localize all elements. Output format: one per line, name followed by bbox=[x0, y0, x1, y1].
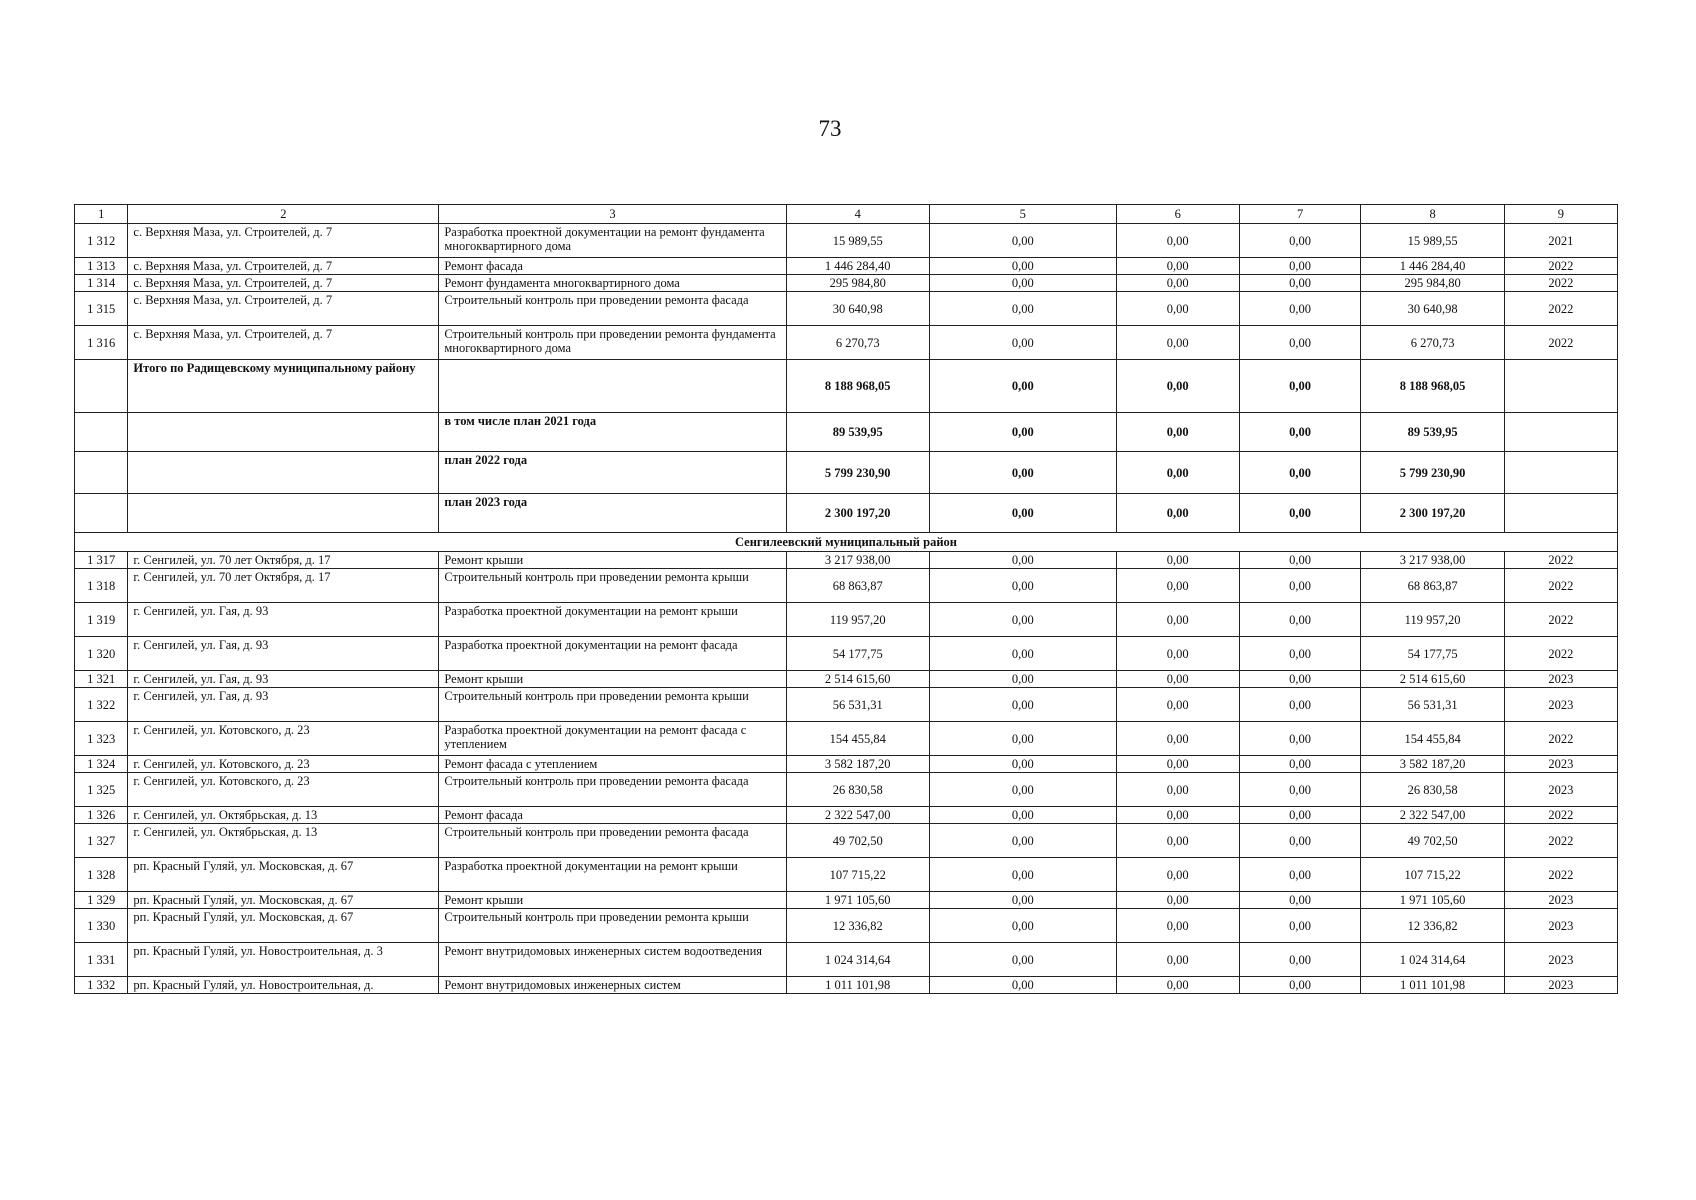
total-amount: 89 539,95 bbox=[1361, 413, 1504, 452]
column-header: 2 bbox=[128, 205, 439, 224]
amount-cell: 3 217 938,00 bbox=[786, 552, 929, 569]
address-cell: г. Сенгилей, ул. 70 лет Октября, д. 17 bbox=[128, 569, 439, 603]
year-cell: 2023 bbox=[1504, 892, 1617, 909]
amount-cell: 2 322 547,00 bbox=[1361, 807, 1504, 824]
work-type-cell: Разработка проектной документации на ремонт крыши bbox=[439, 603, 786, 637]
row-number: 1 328 bbox=[75, 858, 128, 892]
row-number: 1 329 bbox=[75, 892, 128, 909]
table-row bbox=[75, 637, 1618, 671]
amount-cell: 0,00 bbox=[1239, 892, 1361, 909]
amount-cell: 30 640,98 bbox=[786, 292, 929, 326]
amount-cell: 12 336,82 bbox=[786, 909, 929, 943]
year-cell: 2022 bbox=[1504, 326, 1617, 360]
amount-cell: 30 640,98 bbox=[1361, 292, 1504, 326]
total-amount: 0,00 bbox=[1116, 452, 1239, 494]
total-label bbox=[128, 452, 439, 494]
total-amount: 0,00 bbox=[929, 413, 1116, 452]
amount-cell: 0,00 bbox=[1116, 569, 1239, 603]
amount-cell: 0,00 bbox=[929, 943, 1116, 977]
row-number: 1 326 bbox=[75, 807, 128, 824]
amount-cell: 0,00 bbox=[929, 569, 1116, 603]
address-cell: г. Сенгилей, ул. 70 лет Октября, д. 17 bbox=[128, 552, 439, 569]
amount-cell: 107 715,22 bbox=[1361, 858, 1504, 892]
amount-cell: 1 011 101,98 bbox=[1361, 977, 1504, 994]
empty-cell bbox=[75, 452, 128, 494]
year-cell: 2023 bbox=[1504, 977, 1617, 994]
amount-cell: 295 984,80 bbox=[1361, 275, 1504, 292]
amount-cell: 0,00 bbox=[929, 892, 1116, 909]
amount-cell: 0,00 bbox=[929, 671, 1116, 688]
table-row bbox=[75, 292, 1618, 326]
amount-cell: 6 270,73 bbox=[786, 326, 929, 360]
work-type-cell: Ремонт крыши bbox=[439, 671, 786, 688]
address-cell: г. Сенгилей, ул. Гая, д. 93 bbox=[128, 671, 439, 688]
address-cell: с. Верхняя Маза, ул. Строителей, д. 7 bbox=[128, 292, 439, 326]
table-row bbox=[75, 858, 1618, 892]
amount-cell: 0,00 bbox=[1116, 275, 1239, 292]
amount-cell: 0,00 bbox=[1239, 756, 1361, 773]
address-cell: г. Сенгилей, ул. Гая, д. 93 bbox=[128, 688, 439, 722]
amount-cell: 1 971 105,60 bbox=[786, 892, 929, 909]
amount-cell: 0,00 bbox=[929, 637, 1116, 671]
address-cell: с. Верхняя Маза, ул. Строителей, д. 7 bbox=[128, 224, 439, 258]
empty-cell bbox=[75, 413, 128, 452]
row-number: 1 316 bbox=[75, 326, 128, 360]
capital-repair-table bbox=[74, 204, 1618, 994]
table-row bbox=[75, 824, 1618, 858]
address-cell: г. Сенгилей, ул. Гая, д. 93 bbox=[128, 603, 439, 637]
amount-cell: 0,00 bbox=[929, 224, 1116, 258]
row-number: 1 330 bbox=[75, 909, 128, 943]
amount-cell: 2 514 615,60 bbox=[786, 671, 929, 688]
amount-cell: 154 455,84 bbox=[1361, 722, 1504, 756]
table-row bbox=[75, 977, 1618, 994]
year-cell: 2022 bbox=[1504, 569, 1617, 603]
amount-cell: 0,00 bbox=[1239, 603, 1361, 637]
year-cell: 2023 bbox=[1504, 671, 1617, 688]
work-type-cell: Строительный контроль при проведении ремонта крыши bbox=[439, 909, 786, 943]
total-amount: 0,00 bbox=[1239, 360, 1361, 413]
table-row bbox=[75, 773, 1618, 807]
column-header: 3 bbox=[439, 205, 786, 224]
amount-cell: 0,00 bbox=[1116, 258, 1239, 275]
table-row bbox=[75, 326, 1618, 360]
total-label bbox=[128, 413, 439, 452]
amount-cell: 0,00 bbox=[1116, 977, 1239, 994]
year-cell: 2022 bbox=[1504, 258, 1617, 275]
empty-cell bbox=[1504, 413, 1617, 452]
total-sublabel: план 2022 года bbox=[439, 452, 786, 494]
work-type-cell: Строительный контроль при проведении ремонта крыши bbox=[439, 569, 786, 603]
amount-cell: 6 270,73 bbox=[1361, 326, 1504, 360]
amount-cell: 1 446 284,40 bbox=[1361, 258, 1504, 275]
work-type-cell: Ремонт фасада bbox=[439, 807, 786, 824]
amount-cell: 295 984,80 bbox=[786, 275, 929, 292]
column-header: 5 bbox=[929, 205, 1116, 224]
amount-cell: 0,00 bbox=[929, 858, 1116, 892]
year-cell: 2022 bbox=[1504, 807, 1617, 824]
column-header: 1 bbox=[75, 205, 128, 224]
amount-cell: 0,00 bbox=[1116, 943, 1239, 977]
column-header: 7 bbox=[1239, 205, 1361, 224]
amount-cell: 0,00 bbox=[1239, 722, 1361, 756]
row-number: 1 332 bbox=[75, 977, 128, 994]
amount-cell: 0,00 bbox=[1239, 858, 1361, 892]
amount-cell: 56 531,31 bbox=[786, 688, 929, 722]
total-amount: 5 799 230,90 bbox=[1361, 452, 1504, 494]
amount-cell: 2 514 615,60 bbox=[1361, 671, 1504, 688]
amount-cell: 0,00 bbox=[1239, 326, 1361, 360]
amount-cell: 0,00 bbox=[929, 603, 1116, 637]
amount-cell: 0,00 bbox=[1239, 671, 1361, 688]
amount-cell: 0,00 bbox=[929, 326, 1116, 360]
work-type-cell: Разработка проектной документации на ремонт фасада с утеплением bbox=[439, 722, 786, 756]
amount-cell: 3 582 187,20 bbox=[1361, 756, 1504, 773]
total-label bbox=[128, 494, 439, 533]
amount-cell: 0,00 bbox=[929, 275, 1116, 292]
amount-cell: 0,00 bbox=[929, 688, 1116, 722]
year-cell: 2022 bbox=[1504, 292, 1617, 326]
amount-cell: 0,00 bbox=[1239, 552, 1361, 569]
amount-cell: 2 322 547,00 bbox=[786, 807, 929, 824]
amount-cell: 0,00 bbox=[1116, 756, 1239, 773]
address-cell: г. Сенгилей, ул. Котовского, д. 23 bbox=[128, 773, 439, 807]
table-body bbox=[75, 205, 1618, 994]
amount-cell: 0,00 bbox=[1116, 858, 1239, 892]
table-row bbox=[75, 892, 1618, 909]
amount-cell: 0,00 bbox=[1116, 892, 1239, 909]
table-row bbox=[75, 722, 1618, 756]
empty-cell bbox=[1504, 360, 1617, 413]
year-cell: 2022 bbox=[1504, 637, 1617, 671]
amount-cell: 0,00 bbox=[929, 909, 1116, 943]
address-cell: рп. Красный Гуляй, ул. Московская, д. 67 bbox=[128, 858, 439, 892]
row-number: 1 323 bbox=[75, 722, 128, 756]
address-cell: с. Верхняя Маза, ул. Строителей, д. 7 bbox=[128, 326, 439, 360]
amount-cell: 3 217 938,00 bbox=[1361, 552, 1504, 569]
amount-cell: 0,00 bbox=[929, 807, 1116, 824]
work-type-cell: Строительный контроль при проведении ремонта фасада bbox=[439, 292, 786, 326]
amount-cell: 15 989,55 bbox=[786, 224, 929, 258]
work-type-cell: Ремонт крыши bbox=[439, 552, 786, 569]
table-row bbox=[75, 909, 1618, 943]
table-row bbox=[75, 943, 1618, 977]
amount-cell: 49 702,50 bbox=[786, 824, 929, 858]
amount-cell: 0,00 bbox=[1239, 292, 1361, 326]
amount-cell: 0,00 bbox=[1116, 807, 1239, 824]
amount-cell: 68 863,87 bbox=[786, 569, 929, 603]
total-amount: 0,00 bbox=[929, 494, 1116, 533]
amount-cell: 0,00 bbox=[929, 722, 1116, 756]
amount-cell: 0,00 bbox=[1116, 722, 1239, 756]
total-amount: 2 300 197,20 bbox=[1361, 494, 1504, 533]
amount-cell: 0,00 bbox=[929, 824, 1116, 858]
year-cell: 2023 bbox=[1504, 688, 1617, 722]
table-row bbox=[75, 258, 1618, 275]
table-row bbox=[75, 224, 1618, 258]
year-cell: 2022 bbox=[1504, 603, 1617, 637]
amount-cell: 0,00 bbox=[1116, 637, 1239, 671]
address-cell: г. Сенгилей, ул. Октябрьская, д. 13 bbox=[128, 807, 439, 824]
empty-cell bbox=[75, 494, 128, 533]
amount-cell: 0,00 bbox=[1116, 552, 1239, 569]
amount-cell: 0,00 bbox=[1239, 569, 1361, 603]
amount-cell: 68 863,87 bbox=[1361, 569, 1504, 603]
work-type-cell: Ремонт внутридомовых инженерных систем bbox=[439, 977, 786, 994]
address-cell: г. Сенгилей, ул. Гая, д. 93 bbox=[128, 637, 439, 671]
amount-cell: 107 715,22 bbox=[786, 858, 929, 892]
table-row bbox=[75, 603, 1618, 637]
address-cell: рп. Красный Гуляй, ул. Новостроительная, д. 3 bbox=[128, 943, 439, 977]
work-type-cell: Разработка проектной документации на ремонт крыши bbox=[439, 858, 786, 892]
total-amount: 0,00 bbox=[929, 452, 1116, 494]
work-type-cell: Строительный контроль при проведении ремонта крыши bbox=[439, 688, 786, 722]
work-type-cell: Ремонт фундамента многоквартирного дома bbox=[439, 275, 786, 292]
row-number: 1 324 bbox=[75, 756, 128, 773]
total-amount: 0,00 bbox=[929, 360, 1116, 413]
amount-cell: 0,00 bbox=[1239, 688, 1361, 722]
row-number: 1 313 bbox=[75, 258, 128, 275]
amount-cell: 119 957,20 bbox=[1361, 603, 1504, 637]
total-sublabel bbox=[439, 360, 786, 413]
work-type-cell: Ремонт крыши bbox=[439, 892, 786, 909]
table-row bbox=[75, 569, 1618, 603]
amount-cell: 0,00 bbox=[1239, 807, 1361, 824]
amount-cell: 0,00 bbox=[1239, 773, 1361, 807]
amount-cell: 0,00 bbox=[929, 292, 1116, 326]
section-title: Сенгилеевский муниципальный район bbox=[75, 533, 1618, 552]
address-cell: с. Верхняя Маза, ул. Строителей, д. 7 bbox=[128, 275, 439, 292]
amount-cell: 0,00 bbox=[1239, 224, 1361, 258]
amount-cell: 3 582 187,20 bbox=[786, 756, 929, 773]
row-number: 1 314 bbox=[75, 275, 128, 292]
amount-cell: 26 830,58 bbox=[786, 773, 929, 807]
row-number: 1 327 bbox=[75, 824, 128, 858]
amount-cell: 0,00 bbox=[1116, 603, 1239, 637]
total-amount: 0,00 bbox=[1239, 452, 1361, 494]
table-row bbox=[75, 671, 1618, 688]
year-cell: 2023 bbox=[1504, 909, 1617, 943]
year-cell: 2022 bbox=[1504, 722, 1617, 756]
table-row bbox=[75, 275, 1618, 292]
row-number: 1 317 bbox=[75, 552, 128, 569]
amount-cell: 0,00 bbox=[1239, 824, 1361, 858]
amount-cell: 0,00 bbox=[929, 977, 1116, 994]
address-cell: рп. Красный Гуляй, ул. Московская, д. 67 bbox=[128, 892, 439, 909]
work-type-cell: Разработка проектной документации на ремонт фасада bbox=[439, 637, 786, 671]
amount-cell: 0,00 bbox=[1116, 824, 1239, 858]
column-header: 6 bbox=[1116, 205, 1239, 224]
year-cell: 2023 bbox=[1504, 756, 1617, 773]
total-amount: 2 300 197,20 bbox=[786, 494, 929, 533]
year-cell: 2021 bbox=[1504, 224, 1617, 258]
empty-cell bbox=[75, 360, 128, 413]
row-number: 1 315 bbox=[75, 292, 128, 326]
year-cell: 2022 bbox=[1504, 858, 1617, 892]
amount-cell: 56 531,31 bbox=[1361, 688, 1504, 722]
amount-cell: 0,00 bbox=[1239, 275, 1361, 292]
year-cell: 2023 bbox=[1504, 943, 1617, 977]
amount-cell: 0,00 bbox=[1116, 326, 1239, 360]
amount-cell: 54 177,75 bbox=[1361, 637, 1504, 671]
amount-cell: 0,00 bbox=[929, 552, 1116, 569]
amount-cell: 12 336,82 bbox=[1361, 909, 1504, 943]
amount-cell: 0,00 bbox=[1239, 637, 1361, 671]
page-number: 73 bbox=[818, 116, 842, 141]
amount-cell: 0,00 bbox=[1116, 292, 1239, 326]
column-header: 9 bbox=[1504, 205, 1617, 224]
row-number: 1 321 bbox=[75, 671, 128, 688]
work-type-cell: Ремонт фасада bbox=[439, 258, 786, 275]
address-cell: рп. Красный Гуляй, ул. Новостроительная, д. bbox=[128, 977, 439, 994]
amount-cell: 0,00 bbox=[1239, 977, 1361, 994]
amount-cell: 1 011 101,98 bbox=[786, 977, 929, 994]
table-row bbox=[75, 807, 1618, 824]
row-number: 1 318 bbox=[75, 569, 128, 603]
total-amount: 5 799 230,90 bbox=[786, 452, 929, 494]
year-cell: 2022 bbox=[1504, 552, 1617, 569]
amount-cell: 54 177,75 bbox=[786, 637, 929, 671]
address-cell: г. Сенгилей, ул. Котовского, д. 23 bbox=[128, 722, 439, 756]
total-sublabel: план 2023 года bbox=[439, 494, 786, 533]
amount-cell: 1 971 105,60 bbox=[1361, 892, 1504, 909]
amount-cell: 0,00 bbox=[1116, 909, 1239, 943]
work-type-cell: Разработка проектной документации на ремонт фундамента многоквартирного дома bbox=[439, 224, 786, 258]
total-amount: 0,00 bbox=[1116, 494, 1239, 533]
amount-cell: 0,00 bbox=[929, 773, 1116, 807]
amount-cell: 0,00 bbox=[1116, 224, 1239, 258]
total-amount: 0,00 bbox=[1116, 360, 1239, 413]
year-cell: 2022 bbox=[1504, 824, 1617, 858]
amount-cell: 0,00 bbox=[1239, 258, 1361, 275]
address-cell: с. Верхняя Маза, ул. Строителей, д. 7 bbox=[128, 258, 439, 275]
total-row bbox=[75, 360, 1618, 413]
work-type-cell: Строительный контроль при проведении ремонта фасада bbox=[439, 773, 786, 807]
work-type-cell: Ремонт внутридомовых инженерных систем водоотведения bbox=[439, 943, 786, 977]
row-number: 1 331 bbox=[75, 943, 128, 977]
year-cell: 2023 bbox=[1504, 773, 1617, 807]
amount-cell: 119 957,20 bbox=[786, 603, 929, 637]
row-number: 1 325 bbox=[75, 773, 128, 807]
amount-cell: 1 024 314,64 bbox=[786, 943, 929, 977]
year-cell: 2022 bbox=[1504, 275, 1617, 292]
amount-cell: 15 989,55 bbox=[1361, 224, 1504, 258]
amount-cell: 0,00 bbox=[1239, 909, 1361, 943]
amount-cell: 0,00 bbox=[929, 756, 1116, 773]
empty-cell bbox=[1504, 494, 1617, 533]
table-row bbox=[75, 688, 1618, 722]
column-header: 8 bbox=[1361, 205, 1504, 224]
total-sublabel: в том числе план 2021 года bbox=[439, 413, 786, 452]
amount-cell: 0,00 bbox=[929, 258, 1116, 275]
total-amount: 0,00 bbox=[1239, 494, 1361, 533]
amount-cell: 1 024 314,64 bbox=[1361, 943, 1504, 977]
total-label: Итого по Радищевскому муниципальному району bbox=[128, 360, 439, 413]
column-header: 4 bbox=[786, 205, 929, 224]
total-amount: 89 539,95 bbox=[786, 413, 929, 452]
total-amount: 0,00 bbox=[1239, 413, 1361, 452]
section-header-row bbox=[75, 533, 1618, 552]
total-row bbox=[75, 413, 1618, 452]
empty-cell bbox=[1504, 452, 1617, 494]
row-number: 1 322 bbox=[75, 688, 128, 722]
amount-cell: 26 830,58 bbox=[1361, 773, 1504, 807]
amount-cell: 1 446 284,40 bbox=[786, 258, 929, 275]
total-row bbox=[75, 452, 1618, 494]
work-type-cell: Ремонт фасада с утеплением bbox=[439, 756, 786, 773]
amount-cell: 0,00 bbox=[1116, 773, 1239, 807]
table-row bbox=[75, 552, 1618, 569]
total-amount: 0,00 bbox=[1116, 413, 1239, 452]
work-type-cell: Строительный контроль при проведении ремонта фундамента многоквартирного дома bbox=[439, 326, 786, 360]
total-row bbox=[75, 494, 1618, 533]
amount-cell: 0,00 bbox=[1116, 688, 1239, 722]
row-number: 1 312 bbox=[75, 224, 128, 258]
total-amount: 8 188 968,05 bbox=[1361, 360, 1504, 413]
row-number: 1 319 bbox=[75, 603, 128, 637]
amount-cell: 0,00 bbox=[1116, 671, 1239, 688]
amount-cell: 154 455,84 bbox=[786, 722, 929, 756]
work-type-cell: Строительный контроль при проведении ремонта фасада bbox=[439, 824, 786, 858]
address-cell: г. Сенгилей, ул. Котовского, д. 23 bbox=[128, 756, 439, 773]
address-cell: рп. Красный Гуляй, ул. Московская, д. 67 bbox=[128, 909, 439, 943]
table-row bbox=[75, 756, 1618, 773]
amount-cell: 49 702,50 bbox=[1361, 824, 1504, 858]
table-header-row bbox=[75, 205, 1618, 224]
address-cell: г. Сенгилей, ул. Октябрьская, д. 13 bbox=[128, 824, 439, 858]
total-amount: 8 188 968,05 bbox=[786, 360, 929, 413]
row-number: 1 320 bbox=[75, 637, 128, 671]
amount-cell: 0,00 bbox=[1239, 943, 1361, 977]
